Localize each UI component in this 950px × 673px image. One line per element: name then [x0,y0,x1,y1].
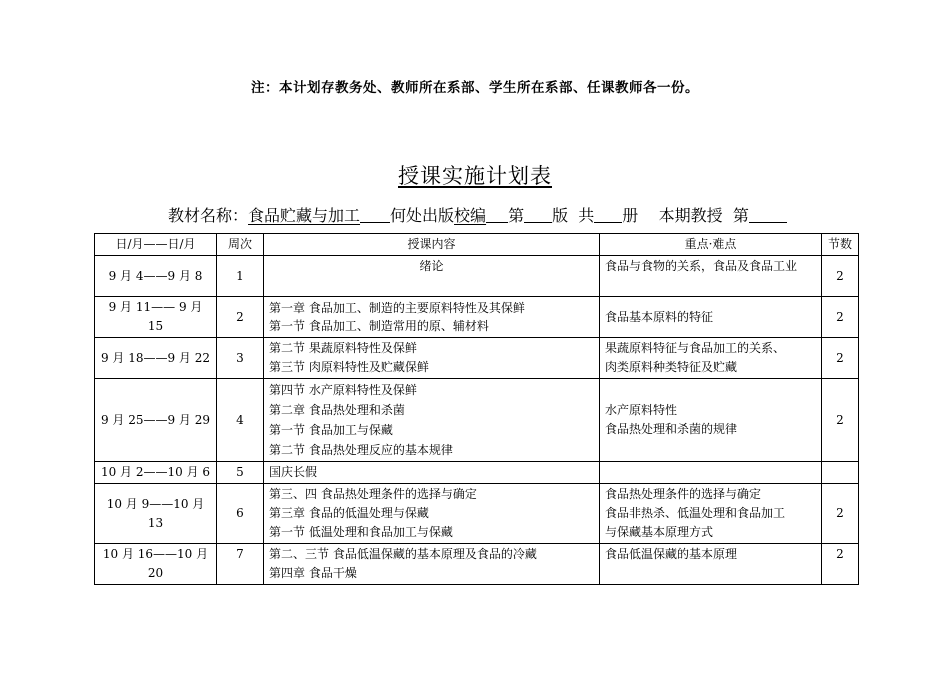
header-hours: 节数 [822,234,859,256]
table-row [95,338,859,379]
week-cell: 5 [217,462,264,484]
key-points-cell [600,462,822,484]
key-points-cell: 食品与食物的关系，食品及食品工业 [600,256,822,297]
volume-blank [594,206,622,223]
content-cell: 国庆长假 [264,462,600,484]
content-cell: 第一章 食品加工、制造的主要原料特性及其保鲜 第一节 食品加工、制造常用的原、辅材料 [264,297,600,338]
hours-cell: 2 [822,297,859,338]
hours-cell: 2 [822,338,859,379]
header-week: 周次 [217,234,264,256]
term-prefix: 第 [732,206,749,225]
key-points-cell: 食品基本原料的特征 [600,297,822,338]
date-cell: 10 月 16——10 月 20 [95,544,217,585]
blank-underline [360,206,390,223]
key-points-cell: 果蔬原料特征与食品加工的关系、 肉类原料种类特征及贮藏 [600,338,822,379]
key-points-cell: 食品低温保藏的基本原理 [600,544,822,585]
edition-prefix: 第 [508,206,525,225]
week-cell: 4 [217,379,264,462]
key-points-cell: 水产原料特性 食品热处理和杀菌的规律 [600,379,822,462]
content-cell: 第四节 水产原料特性及保鲜 第二章 食品热处理和杀菌 第一节 食品加工与保藏 第二节 食品热处理反应的基本规律 [264,379,600,462]
page-title: 授课实施计划表 [398,164,552,188]
week-cell: 7 [217,544,264,585]
table-row [95,544,859,585]
distribution-note: 注：本计划存教务处、教师所在系部、学生所在系部、任课教师各一份。 [251,80,699,96]
header-date-range: 日/月——日/月 [95,234,217,256]
date-cell: 9 月 11—— 9 月 15 [95,297,217,338]
table-row [95,379,859,462]
content-cell: 第二、三节 食品低温保藏的基本原理及食品的冷藏 第四章 食品干燥 [264,544,600,585]
volume-prefix: 共 [578,206,595,225]
date-cell: 9 月 18——9 月 22 [95,338,217,379]
table-row [95,297,859,338]
term-blank [749,206,787,223]
table-row [95,462,859,484]
header-content: 授课内容 [264,234,600,256]
publisher-value: 校编 [454,206,487,225]
teaching-plan-table [94,233,859,585]
edition-blank [524,206,552,223]
textbook-name: 食品贮藏与加工 [248,206,361,225]
hours-cell: 2 [822,544,859,585]
hours-cell: 2 [822,256,859,297]
hours-cell: 2 [822,379,859,462]
week-cell: 3 [217,338,264,379]
publisher-label: 何处出版 [390,206,455,225]
week-cell: 6 [217,484,264,544]
week-cell: 2 [217,297,264,338]
header-key-points: 重点·难点 [600,234,822,256]
volume-suffix: 册 [622,206,639,225]
textbook-info-line [168,203,868,226]
week-cell: 1 [217,256,264,297]
blank-underline [486,206,508,223]
content-cell: 绪论 [264,256,600,297]
table-header-row [95,234,859,256]
table-row [95,484,859,544]
date-cell: 10 月 9——10 月 13 [95,484,217,544]
date-cell: 10 月 2——10 月 6 [95,462,217,484]
textbook-label: 教材名称： [168,206,249,225]
key-points-cell: 食品热处理条件的选择与确定 食品非热杀、低温处理和食品加工 与保藏基本原理方式 [600,484,822,544]
content-cell: 第三、四 食品热处理条件的选择与确定 第三章 食品的低温处理与保藏 第一节 低温处理和食品加工与保藏 [264,484,600,544]
edition-suffix: 版 [552,206,569,225]
hours-cell: 2 [822,484,859,544]
hours-cell [822,462,859,484]
table-row [95,256,859,297]
date-cell: 9 月 4——9 月 8 [95,256,217,297]
content-cell: 第二节 果蔬原料特性及保鲜 第三节 肉原料特性及贮藏保鲜 [264,338,600,379]
term-label: 本期教授 [658,206,723,225]
date-cell: 9 月 25——9 月 29 [95,379,217,462]
